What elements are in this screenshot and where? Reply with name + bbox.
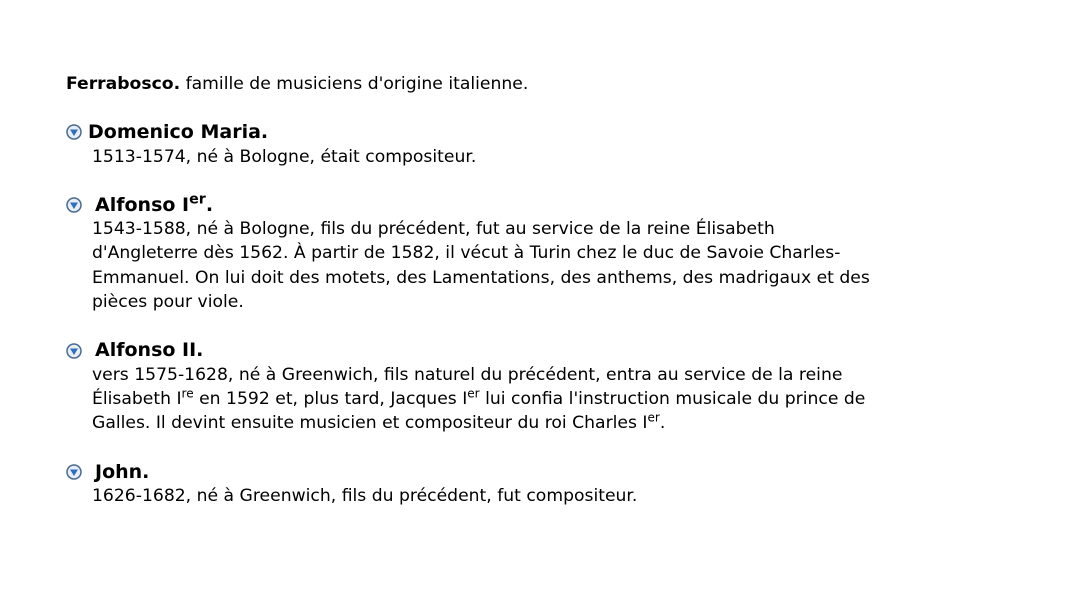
- entry-text: vers 1575-1628, né à Greenwich, fils naturel du précédent, entra au service de la reine Élisabeth Ire en 1592 et, plus tard, Jacques Ier lui confia l'instruction musicale du prince de Galles. Il devint ensuite musicien et compositeur du roi Charles Ier.: [92, 364, 866, 434]
- family-name: Ferrabosco.: [66, 74, 181, 94]
- entry-heading[interactable]: [66, 338, 1026, 362]
- entry-text: 1543-1588, né à Bologne, fils du précédent, fut au service de la reine Élisabeth d'Angleterre dès 1562. À partir de 1582, il vécut à Turin chez le duc de Savoie Charles- Emmanuel. On lui doit des motets, des Lamentations, des anthems, des madrigaux et des pièces pour viole.: [92, 219, 870, 313]
- article: [66, 72, 1026, 508]
- family-description: famille de musiciens d'origine italienne.: [185, 74, 529, 94]
- intro: [66, 72, 1026, 96]
- circle-down-arrow-icon[interactable]: [66, 197, 82, 213]
- entry-text: 1626-1682, né à Greenwich, fils du précédent, fut compositeur.: [92, 485, 638, 506]
- entry-domenico-maria: [66, 120, 1026, 169]
- entry-name: Alfonso II.: [95, 339, 204, 362]
- entry-heading[interactable]: [66, 193, 1026, 217]
- circle-down-arrow-icon[interactable]: [66, 343, 82, 359]
- entry-heading[interactable]: [66, 120, 1026, 144]
- entry-name: Alfonso Ier.: [95, 191, 214, 216]
- circle-down-arrow-icon[interactable]: [66, 464, 82, 480]
- entry-name: Domenico Maria.: [88, 121, 269, 144]
- circle-down-arrow-icon[interactable]: [66, 124, 82, 140]
- entry-text: 1513-1574, né à Bologne, était compositeur.: [92, 146, 477, 167]
- entry-alfonso-ii: [66, 338, 1026, 435]
- entry-alfonso-i: [66, 193, 1026, 314]
- entry-john: [66, 460, 1026, 509]
- entry-heading[interactable]: [66, 460, 1026, 484]
- entry-name: John.: [95, 460, 150, 483]
